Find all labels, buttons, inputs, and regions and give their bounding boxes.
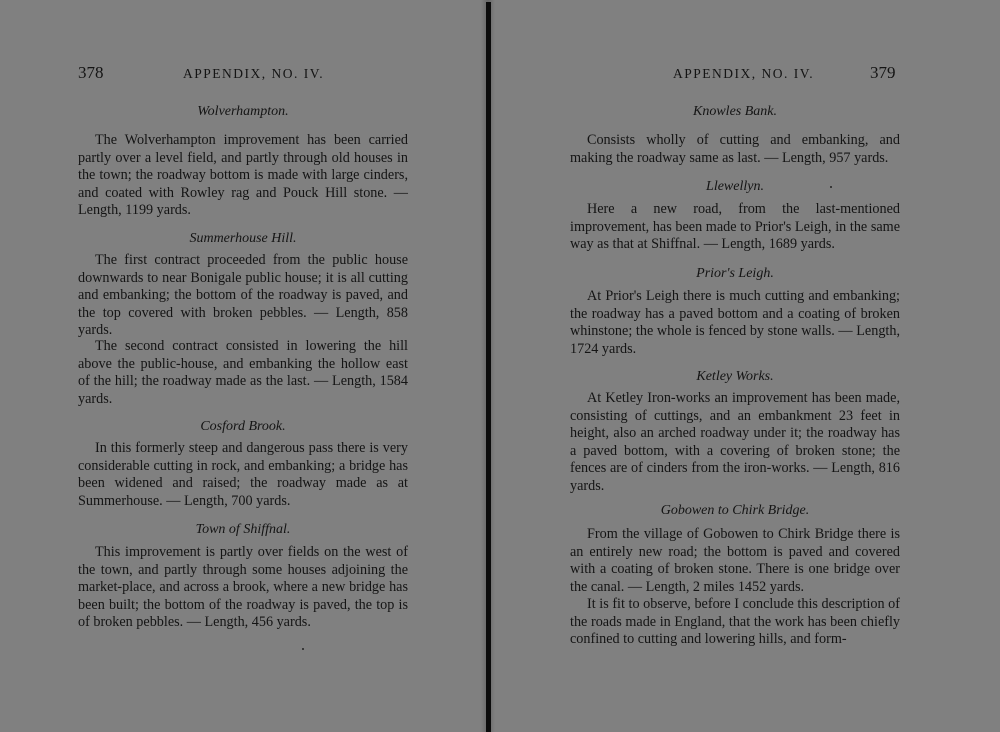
paragraph: The first contract proceeded from the public house downwards to near Bonigale public house; it is all cutting and embanking; the bottom of the roadway is paved, and the top covered with broken pebbles. — Length, 858 yards. [78, 252, 408, 338]
running-head: APPENDIX, NO. IV. [673, 66, 815, 81]
paragraph: The second contract consisted in lowering the hill above the public-house, and embanking the hollow east of the hill; the roadway made as the last. — Length, 1584 yards. [78, 338, 408, 407]
right-page [490, 0, 1000, 732]
section-title: Prior's Leigh. [696, 266, 774, 281]
section-title: Town of Shiffnal. [195, 522, 291, 537]
left-page [0, 0, 487, 732]
section-title: Ketley Works. [696, 369, 774, 384]
paragraph: At Ketley Iron-works an improvement has been made, consisting of cuttings, and an embankment 23 feet in height, also an arched roadway under it; the roadway has a paved bottom, with a covering of broken stone; the fences are of cinders from the iron-works. — Length, 816 yards. [570, 390, 900, 494]
paragraph: In this formerly steep and dangerous pass there is very considerable cutting in rock, and embanking; a bridge has been widened and raised; the roadway made as at Summerhouse. — Length, 700 yards. [78, 440, 408, 509]
paper-speck [302, 648, 304, 650]
paragraph: This improvement is partly over fields on the west of the town, and partly through some houses adjoining the market-place, and across a brook, where a new bridge has been built; the bottom of the roadway is paved, the top is of broken pebbles. — Length, 456 yards. [78, 544, 408, 630]
paper-speck [830, 186, 832, 188]
section-title: Wolverhampton. [197, 104, 289, 119]
page-number: 378 [78, 63, 104, 82]
paragraph: Consists wholly of cutting and embanking, and making the roadway same as last. — Length, 957 yards. [570, 132, 900, 166]
section-title: Llewellyn. [706, 179, 764, 194]
paragraph: From the village of Gobowen to Chirk Bridge there is an entirely new road; the bottom is paved and covered with a coating of broken stone. There is one bridge over the canal. — Length, 2 miles 1452 yards. [570, 526, 900, 595]
section-title: Knowles Bank. [693, 104, 777, 119]
section-title: Summerhouse Hill. [189, 231, 297, 246]
section-title: Cosford Brook. [200, 419, 286, 434]
section-title: Gobowen to Chirk Bridge. [660, 503, 810, 518]
paragraph: It is fit to observe, before I conclude this description of the roads made in England, that the work has been chiefly confined to cutting and lowering hills, and form- [570, 596, 900, 647]
paragraph: The Wolverhampton improvement has been carried partly over a level field, and partly through old houses in the town; the roadway bottom is made with large cinders, and coated with Rowley rag and Pouck Hill stone. — Length, 1199 yards. [78, 132, 408, 218]
paragraph: At Prior's Leigh there is much cutting and embanking; the roadway has a paved bottom and a coating of broken whinstone; the whole is fenced by stone walls. — Length, 1724 yards. [570, 288, 900, 357]
running-head: APPENDIX, NO. IV. [183, 66, 325, 81]
page-number: 379 [870, 63, 896, 82]
paragraph: Here a new road, from the last-mentioned improvement, has been made to Prior's Leigh, in the same way as that at Shiffnal. — Length, 1689 yards. [570, 201, 900, 252]
